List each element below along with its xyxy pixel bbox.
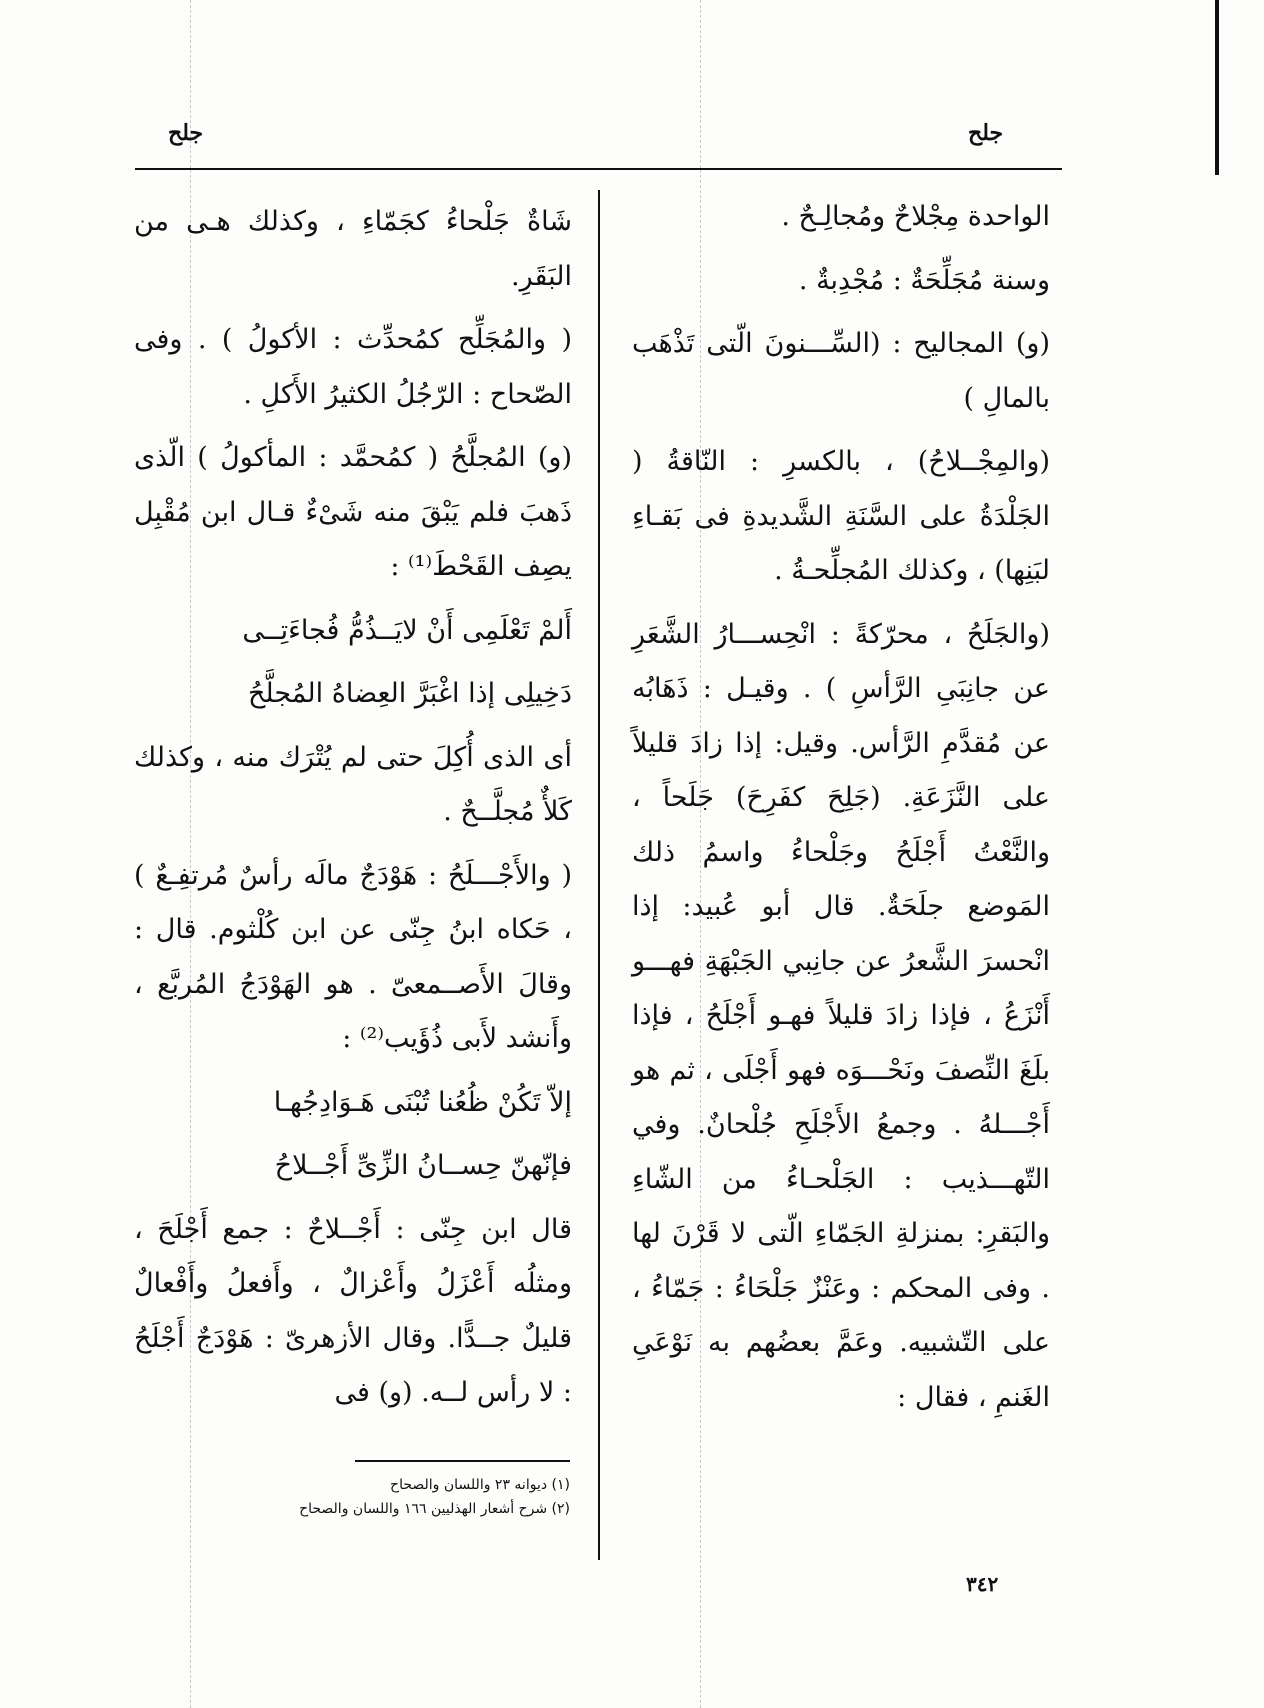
right-paragraph-4: (والمِجْــلاحُ) ، بالكسرِ : النّاقةُ ( الجَلْدَةُ على السَّنَةِ الشَّديدةِ فى بَقـاءِ لبَنِها) ، وكذلك المُجلِّحـةُ . xyxy=(632,446,1050,586)
header-rule xyxy=(135,168,1062,170)
right-paragraph-3: (و) المجاليح : (السِّـــنونَ الّتى تَذْهَب بالمالِ ) xyxy=(632,328,1050,414)
right-running-head: جلح xyxy=(968,120,1004,146)
footnote-1: (١) ديوانه ٢٣ واللسان والصحاح xyxy=(390,1477,570,1493)
left-paragraph-1: شَاةٌ جَلْحاءُ كجَمّاءِ ، وكذلك هـى من البَقَرِ. xyxy=(134,206,572,292)
left-paragraph-5: ( والأَجْـــلَحُ : هَوْدَجٌ مالَه رأسٌ مُرتفِـعٌ ) ، حَكاه ابنُ جِنّى عن ابن كُلْثوم. قال : وقالَ الأَصــمعىّ . هو الهَوْدَجُ المُربَّع ، وأَنشد لأَبى ذُؤَيب⁽²⁾ : xyxy=(134,859,572,1054)
verse-2-line-2: فإنّهنّ حِســانُ الزِّىِّ أَجْــلاحُ xyxy=(274,1150,572,1181)
footnotes xyxy=(140,1473,570,1521)
left-paragraph-4: أى الذى أُكِلَ حتى لم يُتْرَك منه ، وكذلك كَلأٌ مُجلَّــحٌ . xyxy=(134,741,572,827)
right-column xyxy=(632,190,1050,1434)
verse-2-line-1: إلاّ تَكُنْ ظُعُنا تُبْنَى هَـوَادِجُهـا xyxy=(273,1086,572,1118)
left-running-head: جلح xyxy=(168,120,204,146)
left-column xyxy=(134,195,572,1430)
right-paragraph-2: وسنة مُجَلِّحَةٌ : مُجْدِبةٌ . xyxy=(798,264,1050,296)
column-divider xyxy=(598,190,600,1560)
footnote-2: (٢) شرح أشعار الهذليين ١٦٦ واللسان والصحاح xyxy=(299,1501,570,1517)
right-paragraph-5: (والجَلَحُ ، محرّكةً : انْحِســـارُ الشَّعَرِ عن جانِبَىِ الرَّأسِ ) . وقيـل : ذَهَابُه عن مُقدَّمِ الرَّأس. وقيل: إذا زادَ قليلاً على النَّزَعَةِ. (جَلِحَ كفَرِحَ) جَلَحاً ، والنَّعْتُ أَجْلَحُ وجَلْحاءُ واسمُ ذلك المَوضع جلَحَةٌ. قال أبو عُبيد: إذا انْحسرَ الشَّعرُ عن جانِبي الجَبْهَةِ فهـــو أَنْزَعُ ، فإذا زادَ قليلاً فهـو أَجْلَحُ ، فإذا بلَغَ النِّصفَ ونَحْـــوَه فهو أَجْلَى ، ثم هو أَجْـــلهُ . وجمعُ الأَجْلَحِ جُلْحانٌ. وفي التّهـــذيب : الجَلْحـاءُ من الشّاءِ والبَقرِ: بمنزلةِ الجَمّاءِ الّتى لا قَرْنَ لها . وفى المحكم : وعَنْزٌ جَلْحَاءُ : جَمّاءُ ، على التّشبيه. وعَمَّ بعضُهم به نَوْعَىِ الغَنمِ ، فقال : xyxy=(632,618,1050,1413)
verse-1-line-1: أَلمْ تَعْلَمِى أَنْ لايَــذُمُّ فُجاءَتِــى xyxy=(242,614,572,646)
footnote-rule xyxy=(355,1460,570,1462)
verse-1-line-2: دَخِيلِى إذا اغْبَرَّ العِضاهُ المُجلَّحُ xyxy=(248,678,572,709)
left-paragraph-3: (و) المُجلَّحُ ( كمُحمَّد : المأكولُ ) الّذى ذَهبَ فلم يَبْقَ منه شَىْءٌ قـال ابن مُقْبِل يصِف القَحْطَ⁽¹⁾ : xyxy=(134,442,572,582)
left-paragraph-6: قال ابن جِنّى : أَجْــلاحٌ : جمع أَجْلَحَ ، ومثلُه أَعْزَلُ وأَعْزالٌ ، وأَفعلُ وأَفْعالٌ قليلٌ جــدًّا. وقال الأزهرىّ : هَوْدَجٌ أَجْلَحُ : لا رأس لــه. (و) فى xyxy=(134,1213,572,1408)
right-paragraph-1: الواحدة مِجْلاحٌ ومُجالِـحٌ . xyxy=(781,201,1050,232)
page-number: ٣٤٢ xyxy=(966,1572,999,1596)
left-paragraph-2: ( والمُجَلِّح كمُحدِّث : الأكولُ ) . وفى الصّحاح : الرّجُلُ الكثيرُ الأَكلِ . xyxy=(134,324,572,410)
